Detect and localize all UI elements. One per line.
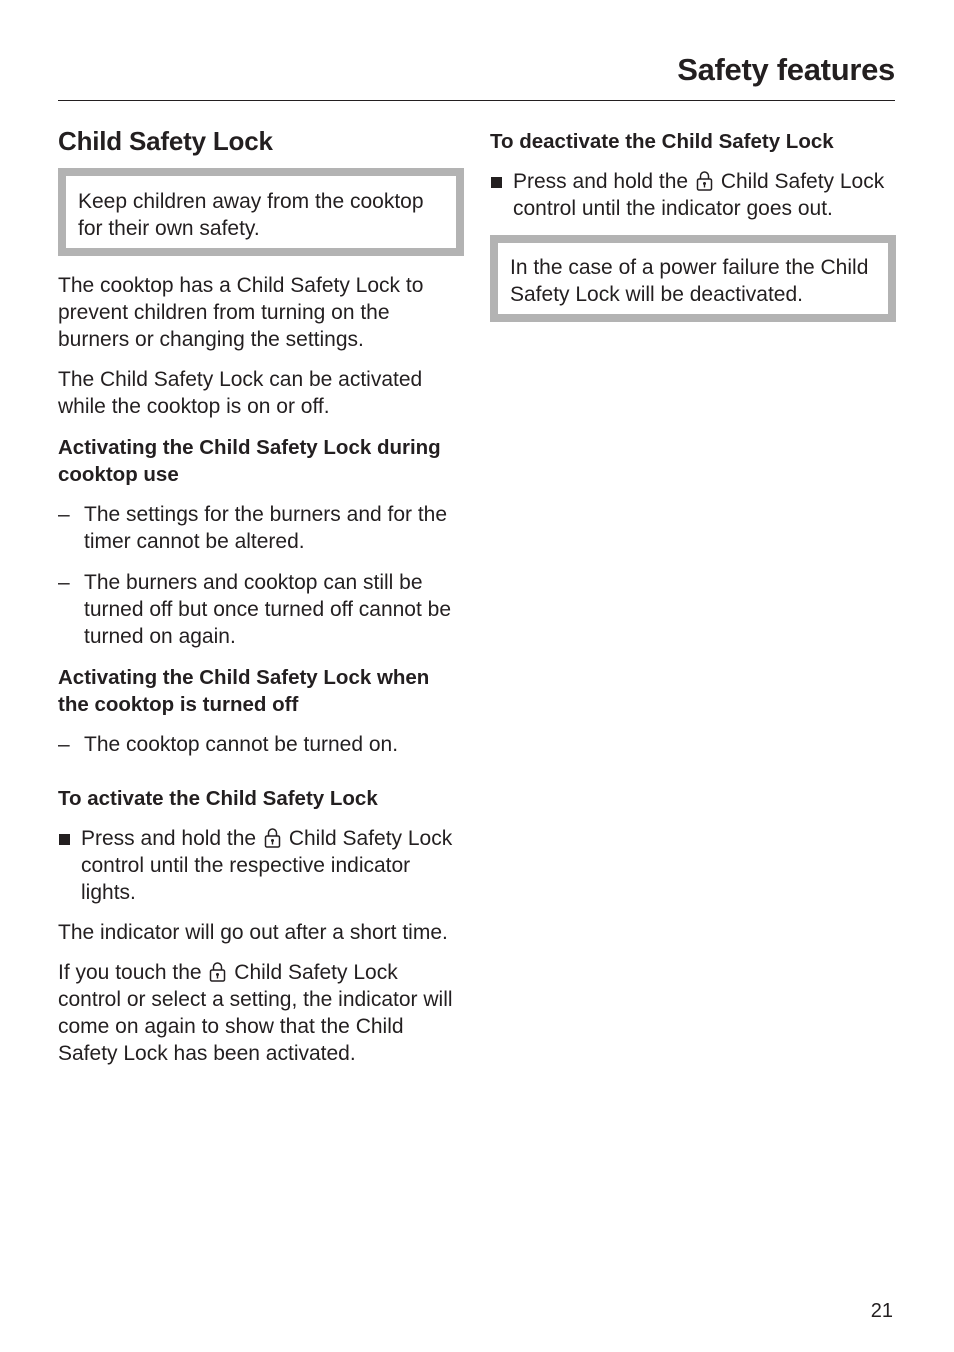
list-item — [58, 731, 464, 758]
turned-off-heading: Activating the Child Safety Lock when the cooktop is turned off — [58, 666, 430, 716]
touch-text-after: Child Safety Lock control or select a setting, the indicator will come on again to show that the Child Safety Lock has been activated. — [58, 961, 453, 1065]
warning-text: Keep children away from the cooktop for their own safety. — [78, 190, 424, 240]
deactivate-heading: To deactivate the Child Safety Lock — [490, 130, 834, 153]
list-item — [58, 501, 464, 555]
step-text-before: Press and hold the — [513, 170, 689, 193]
during-use-heading: Activating the Child Safety Lock during cooktop use — [58, 436, 441, 486]
dash-mark: – — [58, 571, 70, 594]
step-text-after: Child Safety Lock control until the respective indicator lights. — [81, 827, 453, 904]
lock-icon — [264, 827, 281, 848]
left-column — [58, 124, 464, 1080]
touch-paragraph — [58, 959, 464, 1067]
page-header-title: Safety features — [677, 52, 895, 87]
header-rule — [58, 100, 895, 101]
dash-mark: – — [58, 503, 70, 526]
square-bullet-icon — [491, 177, 502, 188]
page-number: 21 — [870, 1300, 893, 1322]
indicator-paragraph: The indicator will go out after a short time. — [58, 921, 448, 944]
warning-box — [58, 168, 464, 256]
dash-mark: – — [58, 733, 70, 756]
activate-heading: To activate the Child Safety Lock — [58, 787, 378, 810]
section-title: Child Safety Lock — [58, 126, 273, 156]
deactivate-step — [490, 168, 896, 222]
step-text-after: Child Safety Lock control until the indicator goes out. — [513, 170, 885, 220]
lock-icon — [209, 961, 226, 982]
power-failure-note-box — [490, 235, 896, 322]
intro-paragraph-2: The Child Safety Lock can be activated while the cooktop is on or off. — [58, 368, 423, 418]
touch-text-before: If you touch the — [58, 961, 202, 984]
list-item-text: The settings for the burners and for the timer cannot be altered. — [84, 503, 448, 553]
list-item-text: The cooktop cannot be turned on. — [84, 733, 399, 756]
list-item-text: The burners and cooktop can still be turned off but once turned off cannot be turned on again. — [84, 571, 452, 648]
square-bullet-icon — [59, 834, 70, 845]
lock-icon — [696, 170, 713, 191]
intro-paragraph-1: The cooktop has a Child Safety Lock to prevent children from turning on the burners or changing the settings. — [58, 274, 424, 351]
note-text: In the case of a power failure the Child Safety Lock will be deactivated. — [510, 256, 869, 306]
right-column — [490, 128, 896, 322]
activate-step — [58, 825, 464, 906]
step-text-before: Press and hold the — [81, 827, 257, 850]
list-item — [58, 569, 464, 650]
